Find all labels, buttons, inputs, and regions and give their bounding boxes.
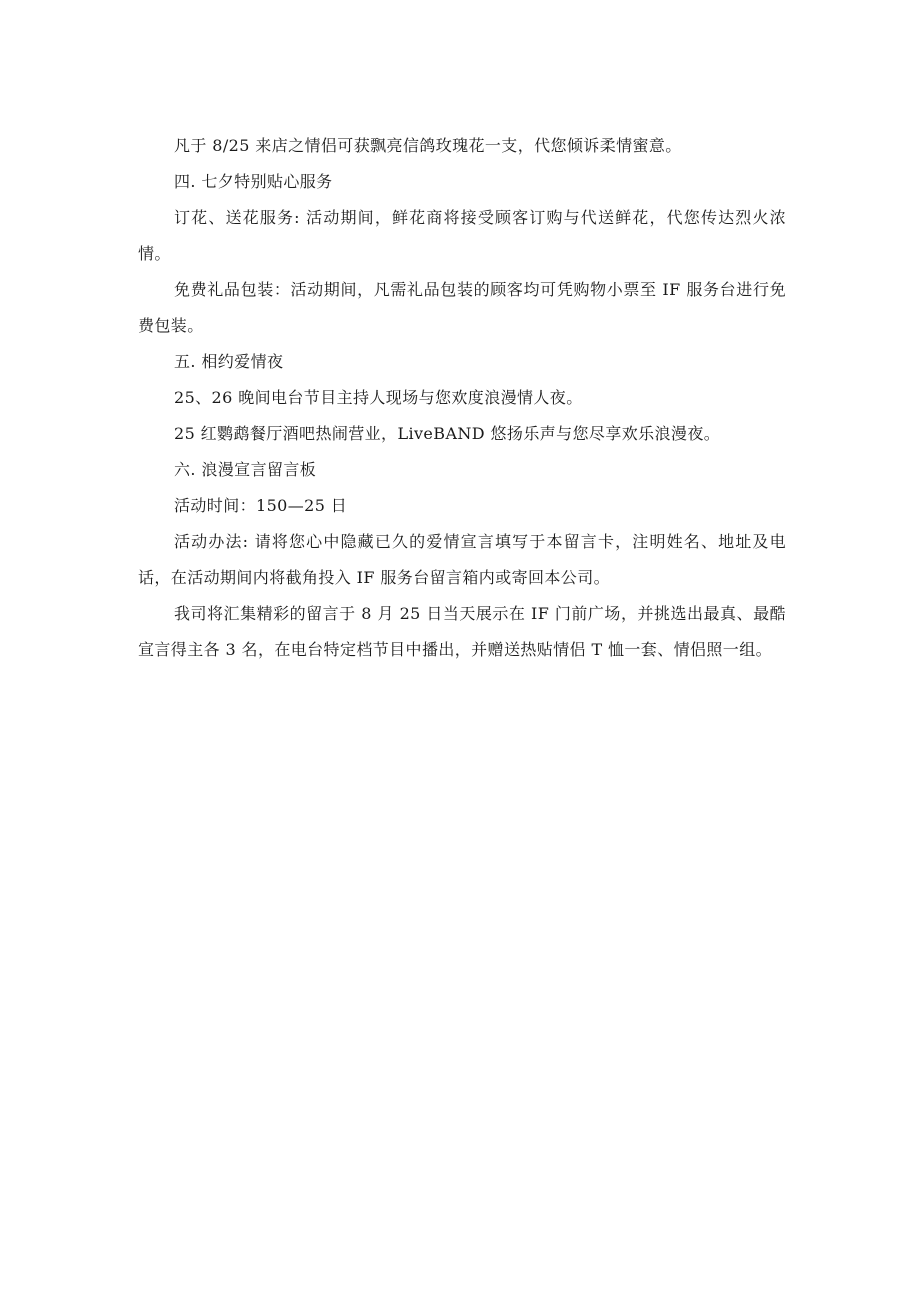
section-heading-6: 六. 浪漫宣言留言板 xyxy=(174,460,317,479)
paragraph-rose-offer: 凡于 8/25 来店之情侣可获飘亮信鸽玫瑰花一支，代您倾诉柔情蜜意。 xyxy=(174,136,682,155)
section-heading-4: 四. 七夕特别贴心服务 xyxy=(174,172,333,191)
paragraph-gift-wrapping: 免费礼品包装：活动期间，凡需礼品包装的顾客均可凭购物小票至 IF 服务台进行免费包装。 xyxy=(138,280,786,335)
document-body xyxy=(138,128,786,668)
paragraph-restaurant-bar: 25 红鹦鹉餐厅酒吧热闹营业，LiveBAND 悠扬乐声与您尽享欢乐浪漫夜。 xyxy=(174,424,721,443)
paragraph-activity-time: 活动时间：150—25 日 xyxy=(174,496,348,515)
section-heading-5: 五. 相约爱情夜 xyxy=(174,352,284,371)
paragraph-radio-night: 25、26 晚间电台节目主持人现场与您欢度浪漫情人夜。 xyxy=(174,388,583,407)
paragraph-flower-service: 订花、送花服务: 活动期间，鲜花商将接受顾客订购与代送鲜花，代您传达烈火浓情。 xyxy=(138,208,786,263)
paragraph-activity-method: 活动办法: 请将您心中隐藏已久的爱情宣言填写于本留言卡，注明姓名、地址及电话，在活动期间内将截角投入 IF 服务台留言箱内或寄回本公司。 xyxy=(138,532,786,587)
paragraph-display-prizes: 我司将汇集精彩的留言于 8 月 25 日当天展示在 IF 门前广场，并挑选出最真、最酷宣言得主各 3 名，在电台特定档节目中播出，并赠送热贴情侣 T 恤一套、情侣照一组。 xyxy=(138,604,786,659)
